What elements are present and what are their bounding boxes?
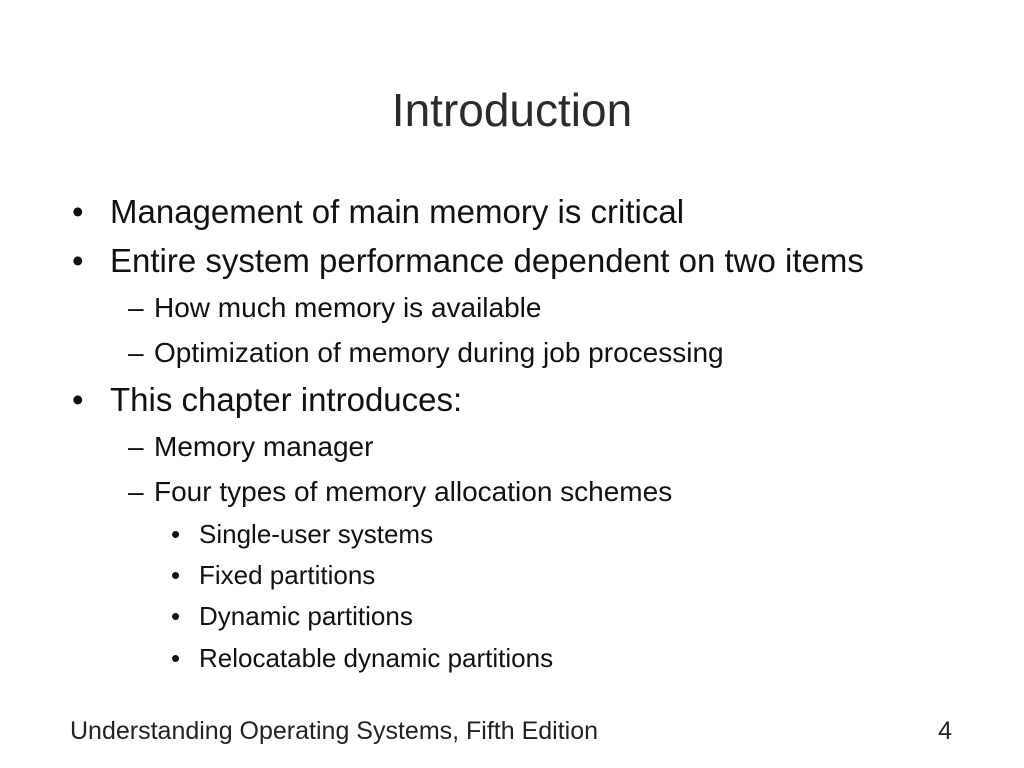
sub-sub-bullet-text: Relocatable dynamic partitions (199, 643, 554, 673)
sub-bullet-text: Optimization of memory during job processing (154, 337, 724, 368)
bullet-marker: • (72, 193, 84, 230)
sub-bullet-text: How much memory is available (154, 292, 542, 323)
bullet-marker: • (72, 381, 84, 418)
slide-title: Introduction (391, 84, 633, 136)
sub-sub-bullet-text: Dynamic partitions (199, 601, 413, 631)
dash-marker: – (128, 292, 144, 323)
sub-bullet-text: Four types of memory allocation schemes (154, 476, 673, 507)
sub-sub-bullet-text: Single-user systems (199, 519, 434, 549)
dash-marker: – (128, 431, 144, 462)
sub-bullet-text: Memory manager (154, 431, 374, 462)
bullet-marker: • (171, 643, 181, 673)
bullet-text: Entire system performance dependent on two items (110, 242, 864, 279)
bullet-marker: • (171, 519, 181, 549)
sub-sub-bullet-text: Fixed partitions (199, 560, 376, 590)
bullet-marker: • (171, 601, 181, 631)
footer-book-title: Understanding Operating Systems, Fifth Edition (70, 717, 599, 745)
bullet-text: Management of main memory is critical (110, 193, 685, 230)
dash-marker: – (128, 476, 144, 507)
bullet-marker: • (171, 560, 181, 590)
dash-marker: – (128, 337, 144, 368)
bullet-text: This chapter introduces: (110, 381, 463, 418)
bullet-marker: • (72, 242, 84, 279)
footer-page-number: 4 (938, 717, 952, 745)
